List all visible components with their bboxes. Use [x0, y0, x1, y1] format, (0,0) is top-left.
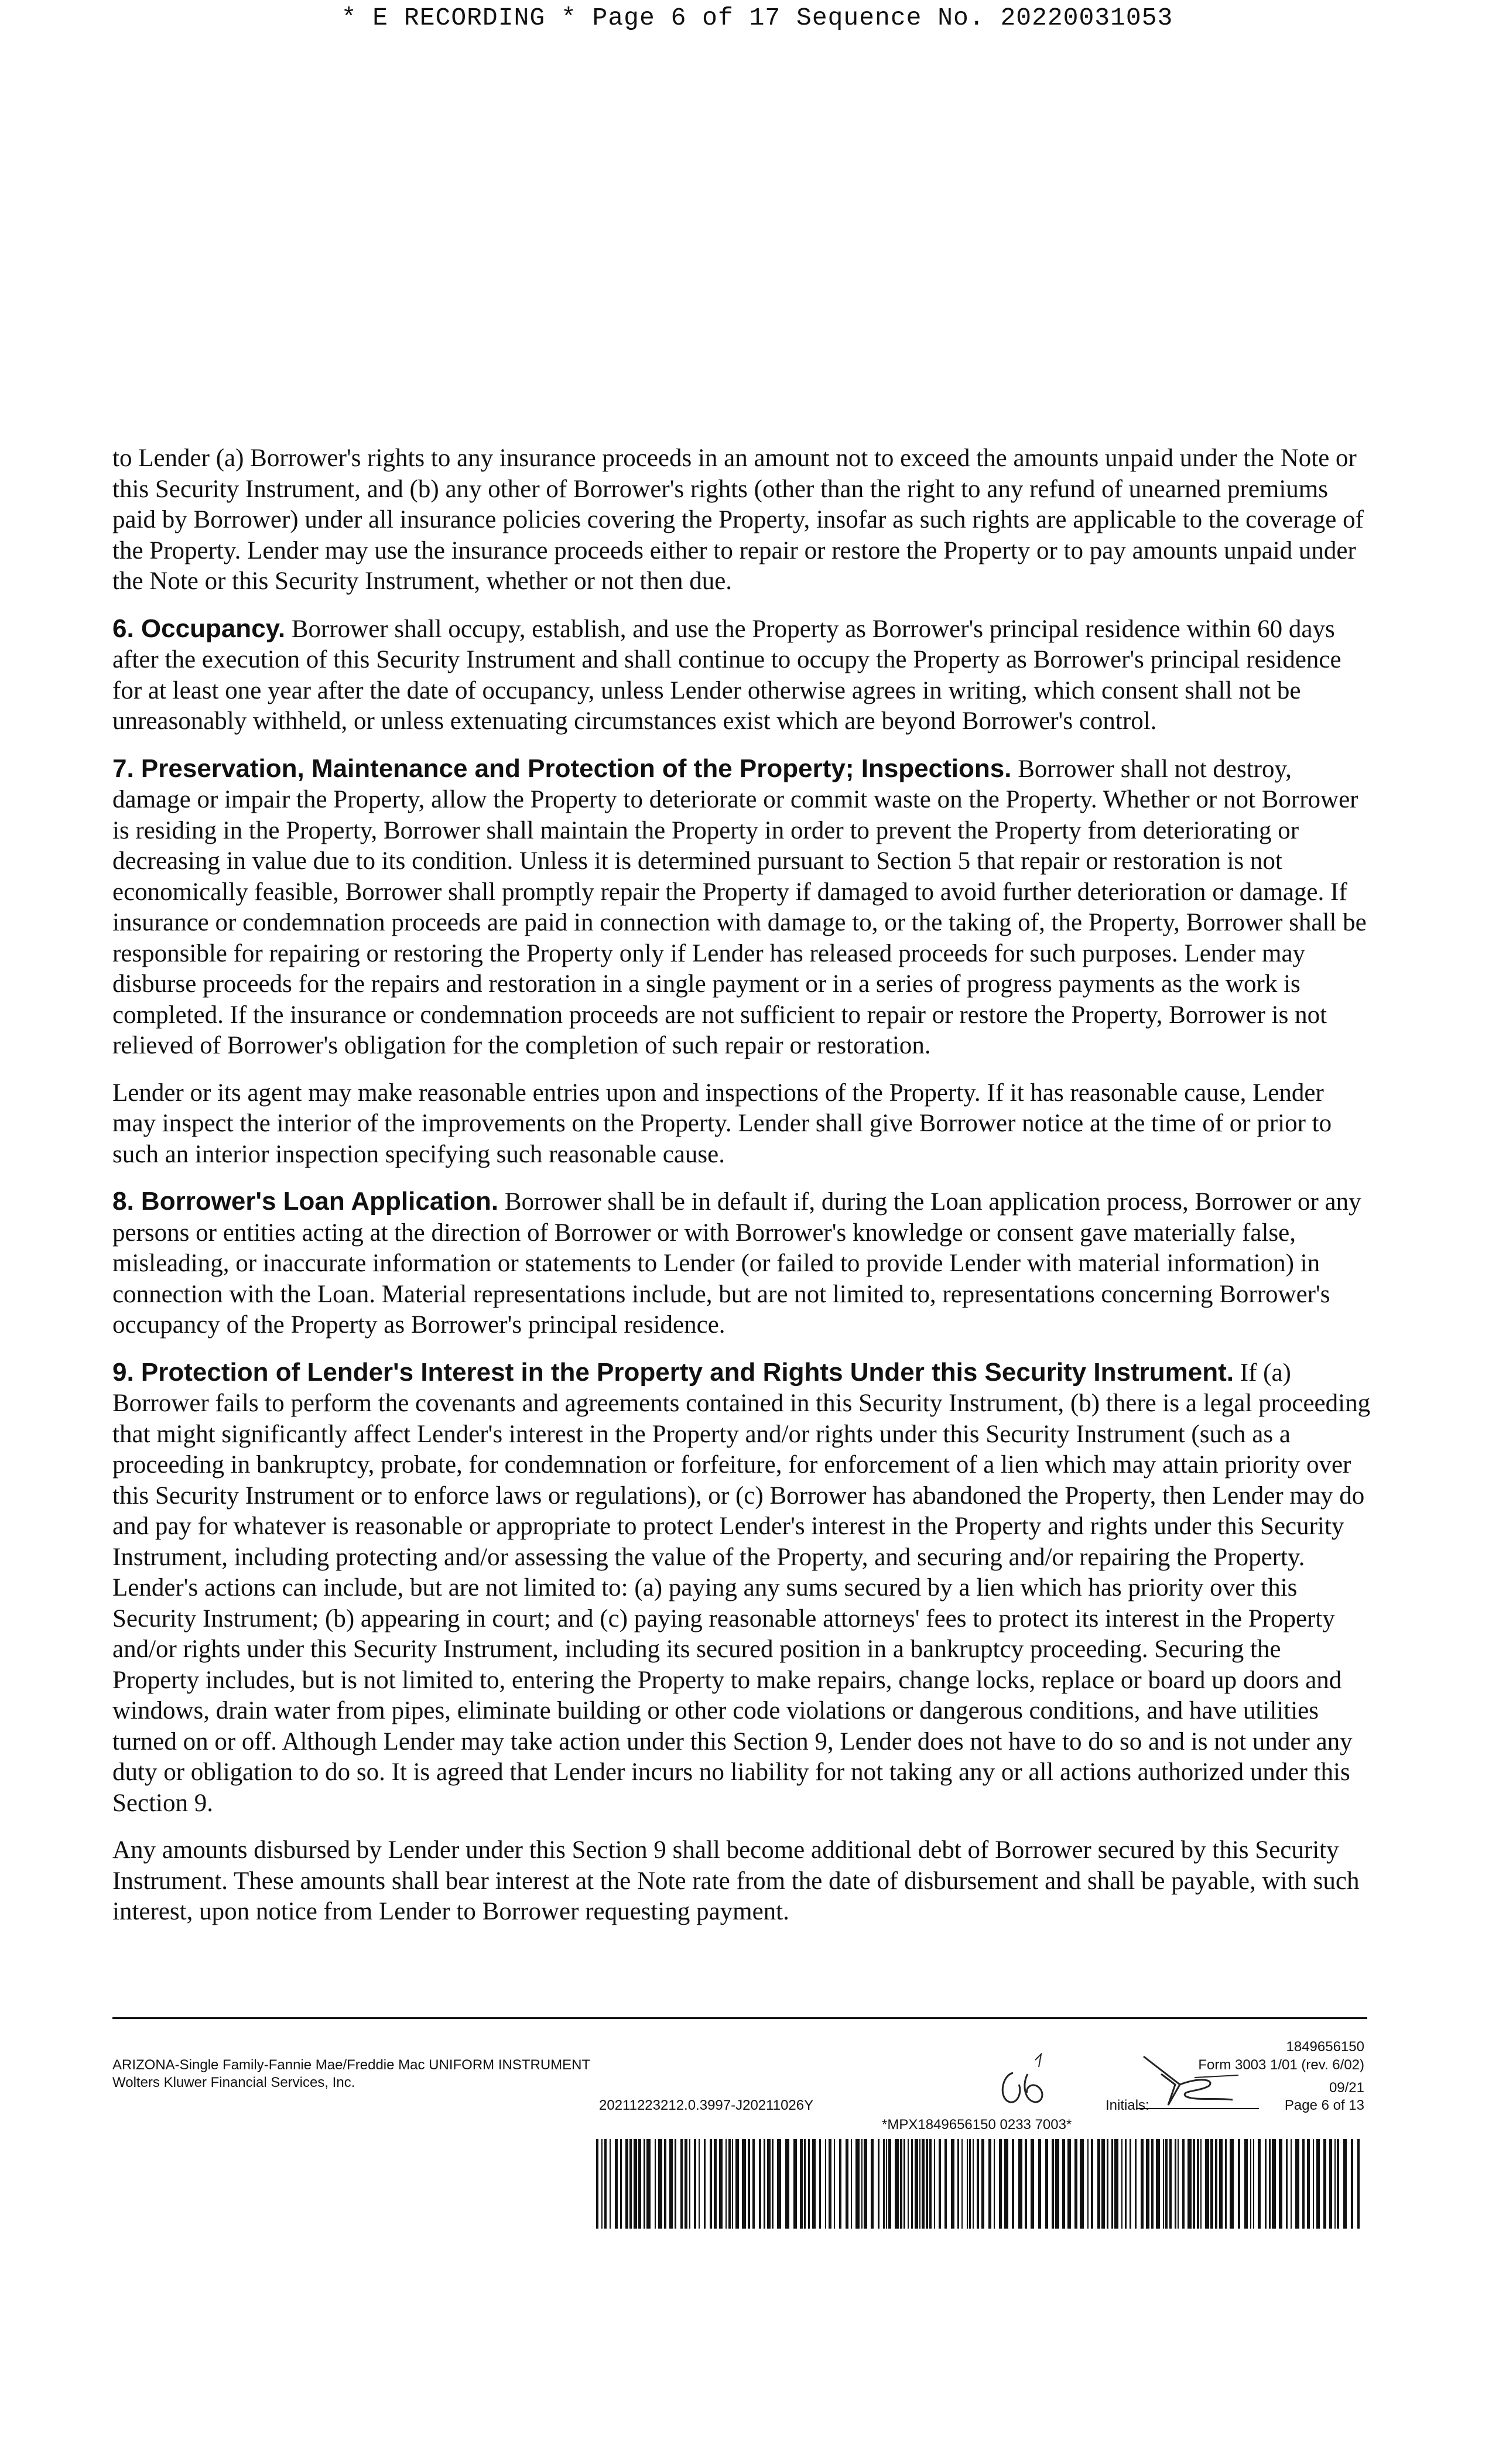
barcode-bar [969, 2139, 971, 2229]
barcode-bar [669, 2139, 673, 2229]
barcode-bar [634, 2139, 637, 2229]
barcode-bar [1146, 2139, 1149, 2229]
barcode-bar [1062, 2139, 1065, 2229]
barcode-bar [710, 2139, 712, 2229]
barcode-caption: *MPX1849656150 0233 7003* [882, 2117, 1072, 2133]
barcode-bar [957, 2139, 959, 2229]
section-8 [112, 1186, 1371, 1341]
barcode-bar [919, 2139, 920, 2229]
barcode-bar [1238, 2139, 1240, 2229]
section-8-text: Borrower shall be in default if, during the Loan application process, Borrower or any persons or entities acting at the direction of Borrower or with Borrower's knowledge or consent gave materially false, misleading, or inaccurate information or statements to Lender (or failed to provide Lender with material information) in connection with the Loan. Material representations include, but are not limited to, representations concerning Borrower's occupancy of the Property as Borrower's principal residence. [112, 1188, 1361, 1339]
barcode-bar [888, 2139, 891, 2229]
barcode-bar [1329, 2139, 1332, 2229]
footer-divider [112, 2017, 1367, 2019]
section-9 [112, 1357, 1371, 1819]
section-6 [112, 614, 1371, 737]
footer-form-title: ARIZONA-Single Family-Fannie Mae/Freddie Mac UNIFORM INSTRUMENT [112, 2057, 591, 2073]
section-7-text: Borrower shall not destroy, damage or impair the Property, allow the Property to deteriorate or commit waste on the Property. Whether or not Borrower is residing in the Property, Borrower shall maintain the Property in order to prevent the Property from deteriorating or decreasing in value due to its condition. Unless it is determined pursuant to Section 5 that repair or restoration is not economically feasible, Borrower shall promptly repair the Property if damaged to avoid further deterioration or damage. If insurance or condemnation proceeds are paid in connection with damage to, or the taking of, the Property, Borrower shall be responsible for repairing or restoring the Property only if Lender has released proceeds for such purposes. Lender may disburse proceeds for the repairs and restoration in a single payment or in a series of progress payments as the work is completed. If the insurance or condemnation proceeds are not sufficient to repair or restore the Property, Borrower is not relieved of Borrower's obligation for the completion of such repair or restoration. [112, 755, 1367, 1059]
barcode-bar [1295, 2139, 1299, 2229]
barcode-bar [1197, 2139, 1199, 2229]
barcode-bar [939, 2139, 941, 2229]
barcode-bar [615, 2139, 618, 2229]
barcode-bar [777, 2139, 781, 2229]
barcode-bar [1286, 2139, 1288, 2229]
barcode-bar [1067, 2139, 1071, 2229]
barcode-bar [644, 2139, 645, 2229]
paragraph-continued: to Lender (a) Borrower's rights to any insurance proceeds in an amount not to exceed the amounts unpaid under the Note or this Security Instrument, and (b) any other of Borrower's rights (other than the right to any refund of unearned premiums paid by Borrower) under all insurance policies covering the Property, insofar as such rights are applicable to the coverage of the Property. Lender may use the insurance proceeds either to repair or restore the Property or to pay amounts unpaid under the Note or this Security Instrument, whether or not then due. [112, 444, 1364, 595]
barcode-bar [728, 2139, 731, 2229]
barcode-bar [846, 2139, 848, 2229]
footer-initials-label: Initials: [1106, 2097, 1149, 2113]
barcode-bar [625, 2139, 628, 2229]
barcode-bar [1193, 2139, 1195, 2229]
barcode-bar [911, 2139, 913, 2229]
barcode-bar [895, 2139, 899, 2229]
footer-publisher: Wolters Kluwer Financial Services, Inc. [112, 2075, 355, 2090]
barcode-bar [944, 2139, 947, 2229]
barcode-bar [1272, 2139, 1276, 2229]
barcode-bar [1163, 2139, 1164, 2229]
barcode-bar [825, 2139, 826, 2229]
barcode-bar [1114, 2139, 1118, 2229]
barcode-bar [861, 2139, 863, 2229]
barcode-bar [878, 2139, 879, 2229]
handwritten-initials-mark [990, 2049, 1054, 2114]
barcode-bar [934, 2139, 935, 2229]
barcode-bar [1121, 2139, 1122, 2229]
barcode-bar [1182, 2139, 1185, 2229]
footer-doc-code: 20211223212.0.3997-J20211026Y [599, 2097, 814, 2113]
barcode-bar [596, 2139, 598, 2229]
barcode-bar [742, 2139, 746, 2229]
barcode-bar [1141, 2139, 1144, 2229]
barcode-bar [793, 2139, 797, 2229]
barcode-bar [748, 2139, 750, 2229]
footer-page-label: Page 6 of 13 [1284, 2097, 1364, 2113]
footer-form-number: Form 3003 1/01 (rev. 6/02) [1198, 2057, 1364, 2073]
barcode-bar [929, 2139, 932, 2229]
barcode-bar [915, 2139, 918, 2229]
barcode-bar [1038, 2139, 1041, 2229]
barcode-bar [1200, 2139, 1202, 2229]
barcode-bar [903, 2139, 905, 2229]
barcode-bar [767, 2139, 771, 2229]
barcode-bar [675, 2139, 676, 2229]
barcode-bar [800, 2139, 803, 2229]
barcode-bar [1175, 2139, 1176, 2229]
barcode-bar [1074, 2139, 1077, 2229]
section-8-heading: 8. Borrower's Loan Application. [112, 1187, 499, 1216]
section-6-heading: 6. Occupancy. [112, 614, 286, 643]
barcode-bar [981, 2139, 984, 2229]
barcode-bar [764, 2139, 765, 2229]
barcode-bar [1205, 2139, 1209, 2229]
barcode-bar [1230, 2139, 1234, 2229]
barcode-bar [1269, 2139, 1271, 2229]
barcode-bar [1111, 2139, 1113, 2229]
barcode-bar [1323, 2139, 1326, 2229]
barcode-bar [725, 2139, 727, 2229]
barcode-bar [1219, 2139, 1223, 2229]
barcode-bar [704, 2139, 706, 2229]
barcode-bar [759, 2139, 761, 2229]
barcode-bar [851, 2139, 852, 2229]
barcode-bar [680, 2139, 683, 2229]
barcode-bar [1101, 2139, 1105, 2229]
barcode-bar [1097, 2139, 1100, 2229]
barcode-bar [719, 2139, 723, 2229]
barcode-bar [785, 2139, 789, 2229]
barcode-bar [714, 2139, 717, 2229]
barcode-bar [1279, 2139, 1282, 2229]
barcode-bar [1151, 2139, 1154, 2229]
document-body [112, 443, 1371, 1944]
barcode-bar [1307, 2139, 1310, 2229]
barcode-bar [735, 2139, 739, 2229]
barcode-bar [1265, 2139, 1267, 2229]
section-7 [112, 754, 1371, 1062]
barcode-bar [1337, 2139, 1339, 2229]
barcode-bar [772, 2139, 774, 2229]
barcode-bar [694, 2139, 696, 2229]
barcode-bar [808, 2139, 810, 2229]
barcode-bar [973, 2139, 974, 2229]
barcode-bar [1165, 2139, 1168, 2229]
barcode-bar [804, 2139, 806, 2229]
barcode-bar [819, 2139, 821, 2229]
barcode-bar [664, 2139, 666, 2229]
barcode-bar [908, 2139, 909, 2229]
recording-header-text: * E RECORDING * Page 6 of 17 Sequence No. 20220031053 [341, 4, 1173, 32]
section-9-heading: 9. Protection of Lender's Interest in the Property and Rights Under this Security Instrument. [112, 1357, 1234, 1387]
barcode-bar [864, 2139, 867, 2229]
barcode-bar [1091, 2139, 1093, 2229]
barcode-bar [871, 2139, 874, 2229]
barcode-bar [1253, 2139, 1254, 2229]
barcode-bar [629, 2139, 632, 2229]
barcode-bar [977, 2139, 979, 2229]
barcode-bar [839, 2139, 841, 2229]
barcode-bar [855, 2139, 860, 2229]
barcode-bar [1130, 2139, 1131, 2229]
barcode-bar [1351, 2139, 1353, 2229]
barcode-bar [685, 2139, 687, 2229]
barcode-bar [655, 2139, 656, 2229]
barcode-bar [604, 2139, 607, 2229]
barcode-bar [829, 2139, 831, 2229]
handwritten-initials-signature [1139, 2049, 1256, 2111]
recording-header [0, 4, 1499, 32]
barcode-bar [1087, 2139, 1089, 2229]
barcode-bar [967, 2139, 968, 2229]
barcode-bar [900, 2139, 902, 2229]
barcode-bar [1225, 2139, 1227, 2229]
barcode-bar [646, 2139, 651, 2229]
barcode-bar [1343, 2139, 1347, 2229]
barcode-bar [883, 2139, 885, 2229]
barcode-bar [638, 2139, 641, 2229]
barcode-bar [961, 2139, 963, 2229]
barcode-bar [1004, 2139, 1008, 2229]
barcode-bar [699, 2139, 700, 2229]
barcode-bar [1187, 2139, 1192, 2229]
section-7-inspection: Lender or its agent may make reasonable entries upon and inspections of the Property. If it has reasonable cause, Lender may inspect the interior of the improvements on the Property. Lender shall give Borrower notice at the time of or prior to such an interior inspection specifying such reasonable cause. [112, 1079, 1332, 1168]
barcode-bar [620, 2139, 622, 2229]
barcode-bar [1169, 2139, 1172, 2229]
footer-loan-number: 1849656150 [1286, 2039, 1364, 2055]
barcode-bar [1313, 2139, 1314, 2229]
barcode-bar [999, 2139, 1002, 2229]
barcode-bar [926, 2139, 928, 2229]
barcode-bar [1316, 2139, 1320, 2229]
barcode-bar [1055, 2139, 1059, 2229]
barcode-bar [951, 2139, 954, 2229]
barcode-bar [1025, 2139, 1027, 2229]
section-6-text: Borrower shall occupy, establish, and use the Property as Borrower's principal residence within 60 days after the execution of this Security Instrument and shall continue to occupy the Property as Borrower's principal residence for at least one year after the date of occupancy, unless Lender otherwise agrees in writing, which consent shall not be unreasonably withheld, or unless extenuating circumstances exist which are beyond Borrower's control. [112, 615, 1341, 735]
barcode-bar [1135, 2139, 1137, 2229]
barcode-bar [1215, 2139, 1217, 2229]
section-9-amounts: Any amounts disbursed by Lender under this Section 9 shall become additional debt of Borrower secured by this Security Instrument. These amounts shall bear interest at the Note rate from the date of disbursement and shall be payable, with such interest, upon notice from Lender to Borrower requesting payment. [112, 1836, 1360, 1925]
barcode-bar [658, 2139, 662, 2229]
barcode-bar [732, 2139, 733, 2229]
barcode-bar [1052, 2139, 1054, 2229]
barcode-bar [1244, 2139, 1248, 2229]
barcode-bar [834, 2139, 835, 2229]
barcode-bar [1012, 2139, 1014, 2229]
barcode-bar [1125, 2139, 1127, 2229]
barcode-bar [1258, 2139, 1261, 2229]
barcode-bar [1334, 2139, 1336, 2229]
barcode-bar [1031, 2139, 1034, 2229]
barcode-bar [812, 2139, 816, 2229]
barcode-bar [610, 2139, 611, 2229]
loan-barcode [596, 2139, 1363, 2229]
footer-revision: 09/21 [1329, 2080, 1364, 2096]
barcode-bar [1357, 2139, 1360, 2229]
barcode-bar [1018, 2139, 1022, 2229]
barcode-bar [1045, 2139, 1048, 2229]
barcode-bar [1080, 2139, 1084, 2229]
barcode-bar [1107, 2139, 1108, 2229]
barcode-bar [689, 2139, 690, 2229]
section-9-text: If (a) Borrower fails to perform the covenants and agreements contained in this Security Instrument, (b) there is a legal proceeding that might significantly affect Lender's interest in the Property and/or rights under this Security Instrument (such as a proceeding in bankruptcy, probate, for condemnation or forfeiture, for enforcement of a lien which may attain priority over this Security Instrument or to enforce laws or regulations), or (c) Borrower has abandoned the Property, then Lender may do and pay for whatever is reasonable or appropriate to protect Lender's interest in the Property and rights under this Security Instrument, including protecting and/or assessing the value of the Property, and securing and/or repairing the Property. Lender's actions can include, but are not limited to: (a) paying any sums secured by a lien which has priority over this Security Instrument; (b) appearing in court; and (c) paying reasonable attorneys' fees to protect its interest in the Property and/or rights under this Security Instrument, including its secured position in a bankruptcy proceeding. Securing the Property includes, but is not limited to, entering the Property to make repairs, change locks, replace or board up doors and windows, drain water from pipes, eliminate building or other code violations or dangerous conditions, and have utilities turned on or off. Although Lender may take action under this Section 9, Lender does not have to do so and is not under any duty or obligation to do so. It is agreed that Lender incurs no liability for not taking any or all actions authorized under this Section 9. [112, 1358, 1371, 1817]
barcode-bar [1302, 2139, 1305, 2229]
barcode-bar [1291, 2139, 1292, 2229]
barcode-bar [988, 2139, 991, 2229]
barcode-bar [1156, 2139, 1160, 2229]
barcode-bar [1250, 2139, 1251, 2229]
barcode-bar [994, 2139, 995, 2229]
barcode-bar [886, 2139, 887, 2229]
section-7-heading: 7. Preservation, Maintenance and Protection of the Property; Inspections. [112, 754, 1012, 783]
barcode-bar [922, 2139, 925, 2229]
barcode-bar [752, 2139, 755, 2229]
barcode-bar [1178, 2139, 1179, 2229]
barcode-bar [601, 2139, 603, 2229]
barcode-bar [1210, 2139, 1213, 2229]
